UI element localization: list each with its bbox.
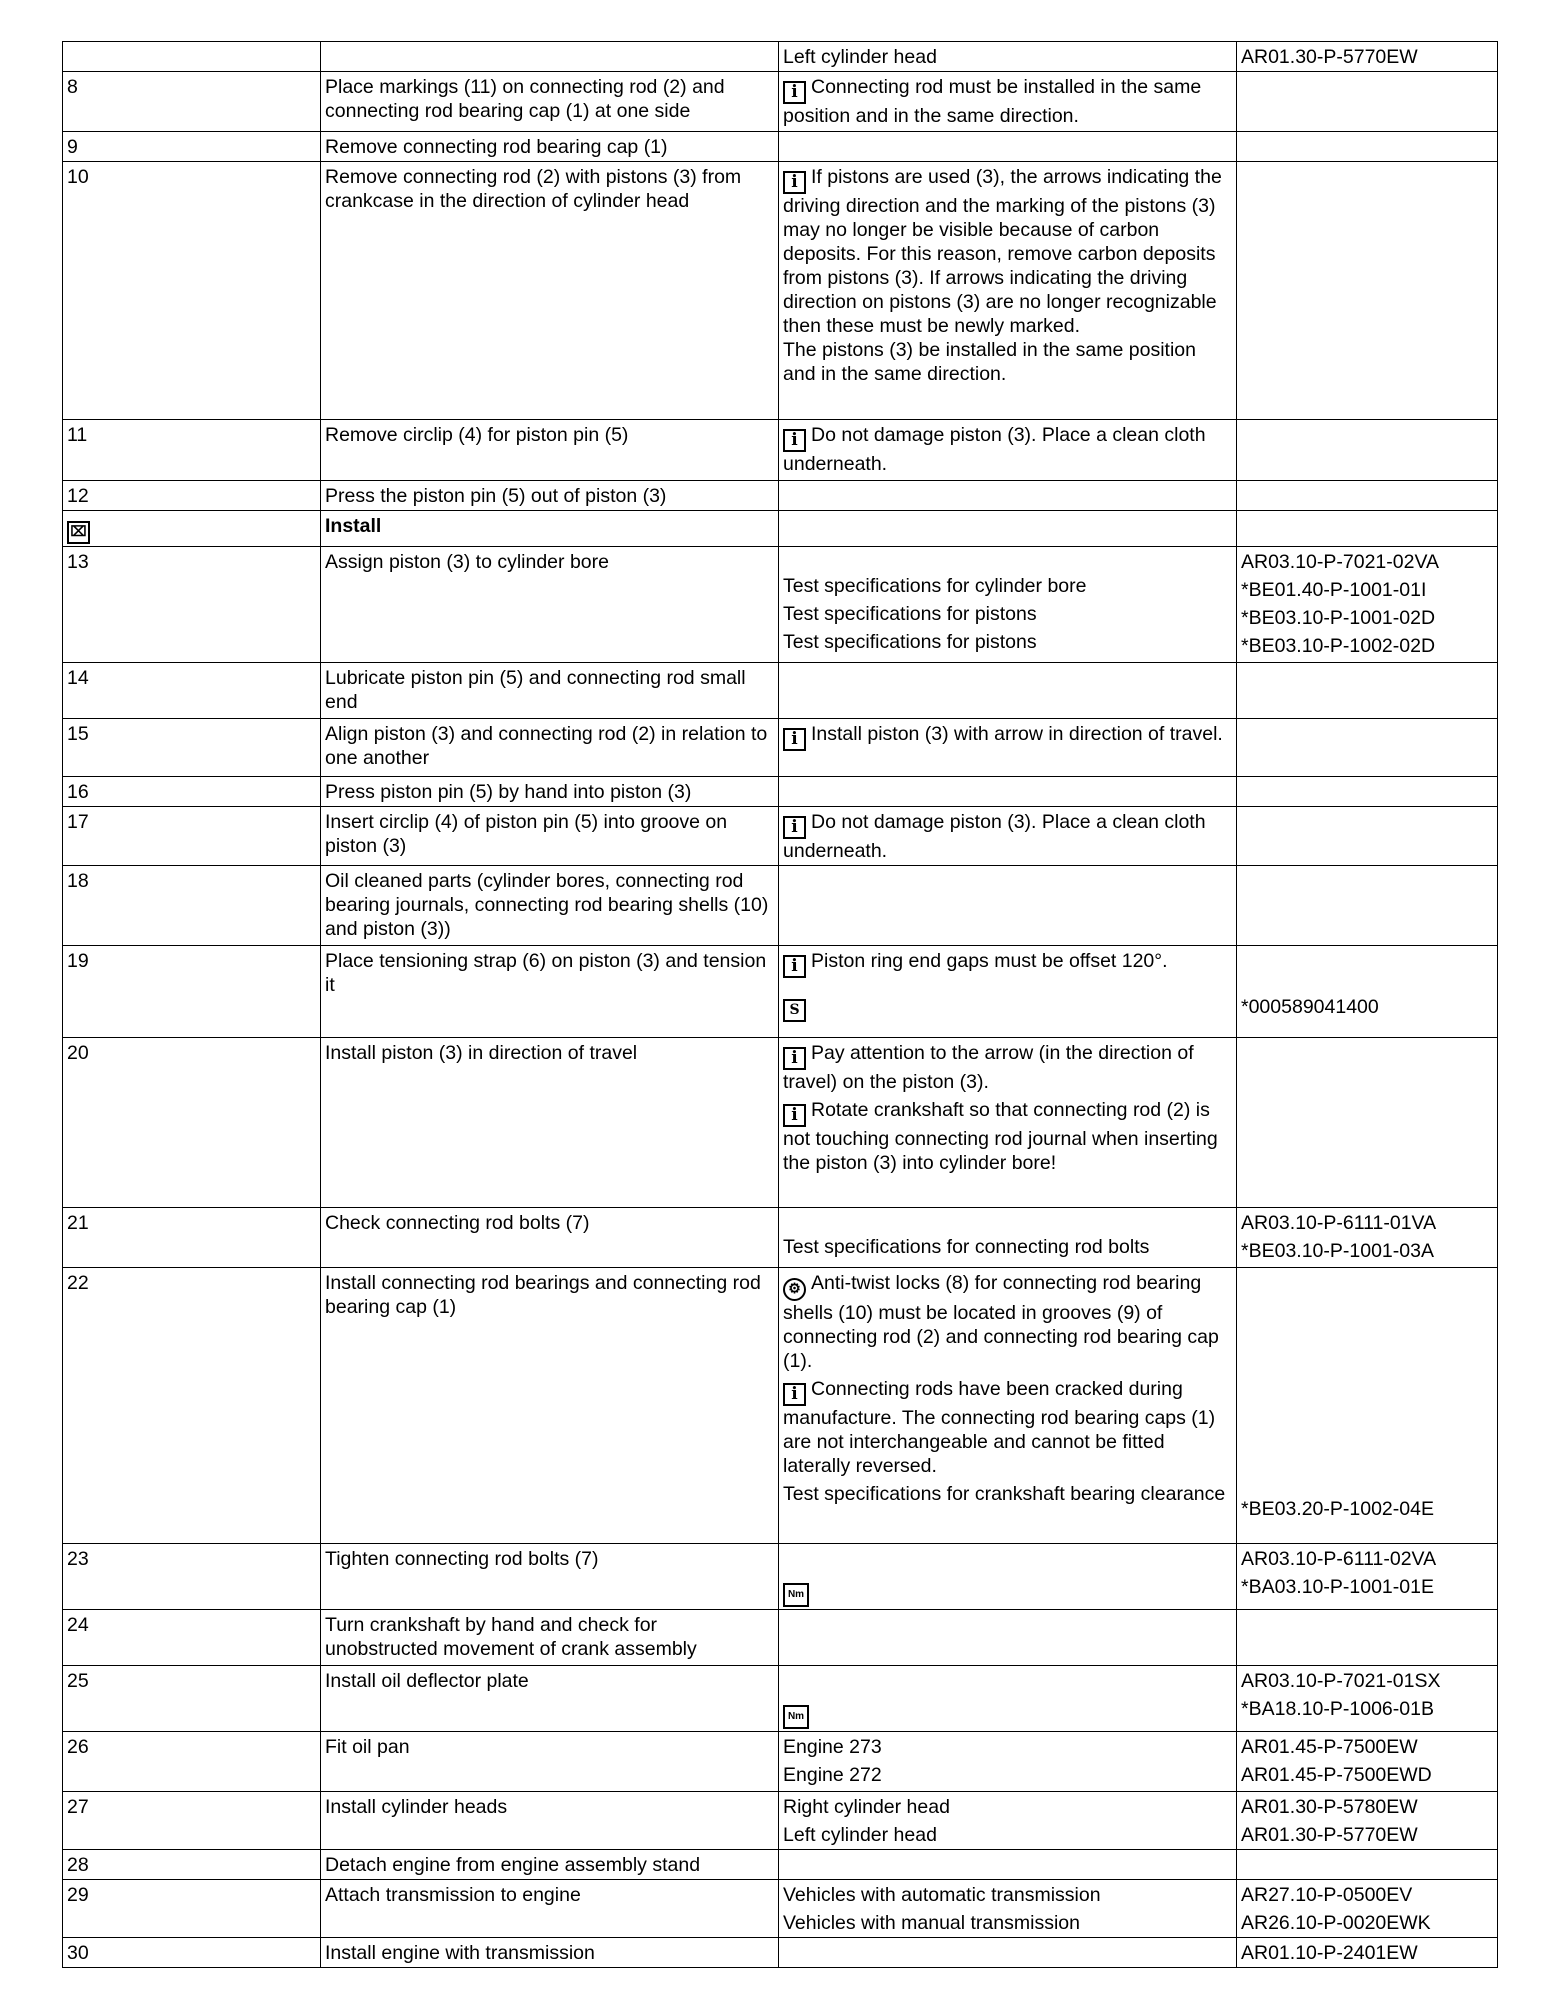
step-cell: 30	[63, 1938, 321, 1968]
table-row	[63, 72, 1498, 132]
notes-cell	[779, 777, 1237, 807]
step-cell	[63, 511, 321, 547]
refs-cell	[1237, 481, 1498, 511]
action-cell: Install connecting rod bearings and connecting rod bearing cap (1)	[321, 1268, 779, 1544]
action-cell: Attach transmission to engine	[321, 1880, 779, 1938]
refs-cell	[1237, 1268, 1498, 1544]
reference-link[interactable]: AR01.10-P-2401EW	[1241, 1942, 1418, 1964]
notes-cell	[779, 663, 1237, 719]
notes-cell	[779, 511, 1237, 547]
notes-cell: Engine 273 Engine 272	[779, 1732, 1237, 1792]
refs-cell	[1237, 807, 1498, 866]
table-row	[63, 1544, 1498, 1610]
info-icon: i	[783, 955, 806, 978]
step-cell: 17	[63, 807, 321, 866]
step-cell: 25	[63, 1666, 321, 1732]
action-cell: Remove circlip (4) for piston pin (5)	[321, 420, 779, 481]
refs-cell	[1237, 1208, 1498, 1268]
step-cell: 26	[63, 1732, 321, 1792]
table-row	[63, 719, 1498, 777]
reference-link[interactable]: *000589041400	[1241, 996, 1379, 1018]
step-cell: 11	[63, 420, 321, 481]
notes-cell: i Do not damage piston (3). Place a clean cloth underneath.	[779, 807, 1237, 866]
refs-cell	[1237, 1544, 1498, 1610]
refs-cell	[1237, 132, 1498, 162]
step-cell: 13	[63, 547, 321, 663]
step-cell: 23	[63, 1544, 321, 1610]
action-cell: Oil cleaned parts (cylinder bores, connecting rod bearing journals, connecting rod bearing shells (10) and piston (3))	[321, 866, 779, 946]
reference-link[interactable]: *BE03.10-P-1001-03A	[1241, 1240, 1434, 1262]
step-cell: 21	[63, 1208, 321, 1268]
reference-link[interactable]: AR01.45-P-7500EWD	[1241, 1764, 1432, 1786]
notes-cell	[779, 1938, 1237, 1968]
notes-cell: Left cylinder head	[779, 42, 1237, 72]
reference-link[interactable]: AR03.10-P-6111-02VA	[1241, 1548, 1437, 1570]
info-icon: i	[783, 816, 806, 839]
table-row	[63, 1850, 1498, 1880]
step-cell: 24	[63, 1610, 321, 1666]
notes-cell: i Piston ring end gaps must be offset 120°. S	[779, 946, 1237, 1038]
refs-cell	[1237, 511, 1498, 547]
section-heading: Install	[321, 511, 779, 547]
table-row	[63, 547, 1498, 663]
table-row	[63, 1880, 1498, 1938]
reference-link[interactable]: AR01.30-P-5770EW	[1241, 46, 1418, 68]
procedure-table	[62, 41, 1498, 1968]
info-icon: i	[783, 1047, 806, 1070]
action-cell: Place markings (11) on connecting rod (2) and connecting rod bearing cap (1) at one side	[321, 72, 779, 132]
info-icon: i	[783, 171, 806, 194]
table-row	[63, 663, 1498, 719]
refs-cell	[1237, 1732, 1498, 1792]
refs-cell	[1237, 42, 1498, 72]
table-row	[63, 1938, 1498, 1968]
info-icon: i	[783, 81, 806, 104]
refs-cell	[1237, 1792, 1498, 1850]
step-cell: 9	[63, 132, 321, 162]
notes-cell: i Connecting rod must be installed in the same position and in the same direction.	[779, 72, 1237, 132]
refs-cell	[1237, 777, 1498, 807]
notes-cell	[779, 1666, 1237, 1732]
info-icon: i	[783, 429, 806, 452]
refs-cell	[1237, 547, 1498, 663]
refs-cell	[1237, 1666, 1498, 1732]
table-row	[63, 162, 1498, 420]
install-icon: ⌧	[67, 521, 90, 544]
action-cell: Install cylinder heads	[321, 1792, 779, 1850]
step-cell: 28	[63, 1850, 321, 1880]
table-row	[63, 132, 1498, 162]
action-cell	[321, 42, 779, 72]
torque-icon: Nm	[783, 1583, 809, 1607]
action-cell: Assign piston (3) to cylinder bore	[321, 547, 779, 663]
refs-cell	[1237, 1850, 1498, 1880]
notes-cell: Test specifications for connecting rod bolts	[779, 1208, 1237, 1268]
notes-cell	[779, 866, 1237, 946]
notes-cell: i Install piston (3) with arrow in direction of travel.	[779, 719, 1237, 777]
refs-cell	[1237, 1880, 1498, 1938]
table-row	[63, 511, 1498, 547]
action-cell: Press the piston pin (5) out of piston (3)	[321, 481, 779, 511]
notes-cell: i If pistons are used (3), the arrows indicating the driving direction and the marking of the pistons (3) may no longer be visible because of carbon deposits. For this reason, remove carbon deposits from pistons (3). If arrows indicating the driving direction on pistons (3) are no longer recognizable then these must be newly marked. The pistons (3) be installed in the same position and in the same direction.	[779, 162, 1237, 420]
step-cell: 20	[63, 1038, 321, 1208]
action-cell: Check connecting rod bolts (7)	[321, 1208, 779, 1268]
notes-cell: Right cylinder head Left cylinder head	[779, 1792, 1237, 1850]
step-cell: 29	[63, 1880, 321, 1938]
action-cell: Fit oil pan	[321, 1732, 779, 1792]
reference-link[interactable]: AR03.10-P-7021-01SX	[1241, 1670, 1441, 1692]
step-cell: 16	[63, 777, 321, 807]
table-row	[63, 481, 1498, 511]
notes-cell: Test specifications for cylinder bore Test specifications for pistons Test specifications for pistons	[779, 547, 1237, 663]
reference-link[interactable]: *BE01.40-P-1001-01I	[1241, 579, 1427, 601]
torque-icon: Nm	[783, 1705, 809, 1729]
refs-cell	[1237, 866, 1498, 946]
table-row	[63, 420, 1498, 481]
special-tool-icon: S	[783, 999, 806, 1022]
step-cell	[63, 42, 321, 72]
notes-cell: i Pay attention to the arrow (in the direction of travel) on the piston (3). i Rotate crankshaft so that connecting rod (2) is not touching connecting rod journal when inserting the piston (3) into cylinder bore!	[779, 1038, 1237, 1208]
notes-cell: i Do not damage piston (3). Place a clean cloth underneath.	[779, 420, 1237, 481]
table-row	[63, 1792, 1498, 1850]
notes-cell	[779, 1610, 1237, 1666]
action-cell: Press piston pin (5) by hand into piston (3)	[321, 777, 779, 807]
table-row	[63, 1666, 1498, 1732]
table-row	[63, 1268, 1498, 1544]
action-cell: Tighten connecting rod bolts (7)	[321, 1544, 779, 1610]
notes-cell: Vehicles with automatic transmission Vehicles with manual transmission	[779, 1880, 1237, 1938]
reference-link[interactable]: AR01.30-P-5770EW	[1241, 1824, 1418, 1846]
refs-cell	[1237, 663, 1498, 719]
reference-link[interactable]: AR01.30-P-5780EW	[1241, 1796, 1418, 1818]
reference-link[interactable]: AR27.10-P-0500EV	[1241, 1884, 1413, 1906]
reference-link[interactable]: *BE03.10-P-1002-02D	[1241, 635, 1436, 657]
step-cell: 18	[63, 866, 321, 946]
reference-link[interactable]: AR26.10-P-0020EWK	[1241, 1912, 1431, 1934]
action-cell: Install engine with transmission	[321, 1938, 779, 1968]
step-cell: 14	[63, 663, 321, 719]
step-cell: 10	[63, 162, 321, 420]
reference-link[interactable]: AR01.45-P-7500EW	[1241, 1736, 1418, 1758]
table-row	[63, 946, 1498, 1038]
refs-cell	[1237, 946, 1498, 1038]
info-icon: i	[783, 1104, 806, 1127]
action-cell: Remove connecting rod (2) with pistons (3) from crankcase in the direction of cylinder head	[321, 162, 779, 420]
refs-cell	[1237, 1938, 1498, 1968]
action-cell: Turn crankshaft by hand and check for unobstructed movement of crank assembly	[321, 1610, 779, 1666]
table-row	[63, 1610, 1498, 1666]
refs-cell	[1237, 719, 1498, 777]
step-cell: 19	[63, 946, 321, 1038]
notes-cell	[779, 1850, 1237, 1880]
caution-icon: ⚙	[783, 1278, 806, 1301]
action-cell: Place tensioning strap (6) on piston (3) and tension it	[321, 946, 779, 1038]
notes-cell	[779, 481, 1237, 511]
notes-cell	[779, 1544, 1237, 1610]
action-cell: Remove connecting rod bearing cap (1)	[321, 132, 779, 162]
action-cell: Lubricate piston pin (5) and connecting rod small end	[321, 663, 779, 719]
refs-cell	[1237, 1610, 1498, 1666]
step-cell: 8	[63, 72, 321, 132]
reference-link[interactable]: *BA18.10-P-1006-01B	[1241, 1698, 1434, 1720]
step-cell: 12	[63, 481, 321, 511]
info-icon: i	[783, 1383, 806, 1406]
table-row	[63, 1732, 1498, 1792]
step-cell: 27	[63, 1792, 321, 1850]
reference-link[interactable]: AR03.10-P-7021-02VA	[1241, 551, 1440, 573]
reference-link[interactable]: *BA03.10-P-1001-01E	[1241, 1576, 1434, 1598]
notes-cell: ⚙ Anti-twist locks (8) for connecting rod bearing shells (10) must be located in grooves (9) of connecting rod (2) and connecting rod bearing cap (1). i Connecting rods have been cracked during manufacture. The connecting rod bearing caps (1) are not interchangeable and cannot be fitted laterally reversed. Test specifications for crankshaft bearing clearance	[779, 1268, 1237, 1544]
table-row	[63, 866, 1498, 946]
step-cell: 15	[63, 719, 321, 777]
action-cell: Detach engine from engine assembly stand	[321, 1850, 779, 1880]
table-row	[63, 1038, 1498, 1208]
table-row	[63, 807, 1498, 866]
info-icon: i	[783, 728, 806, 751]
step-cell: 22	[63, 1268, 321, 1544]
action-cell: Install piston (3) in direction of travel	[321, 1038, 779, 1208]
reference-link[interactable]: AR03.10-P-6111-01VA	[1241, 1212, 1437, 1234]
action-cell: Align piston (3) and connecting rod (2) in relation to one another	[321, 719, 779, 777]
refs-cell	[1237, 162, 1498, 420]
notes-cell	[779, 132, 1237, 162]
action-cell: Install oil deflector plate	[321, 1666, 779, 1732]
table-row	[63, 42, 1498, 72]
table-row	[63, 1208, 1498, 1268]
table-row	[63, 777, 1498, 807]
refs-cell	[1237, 72, 1498, 132]
reference-link[interactable]: *BE03.20-P-1002-04E	[1241, 1498, 1434, 1520]
refs-cell	[1237, 420, 1498, 481]
refs-cell	[1237, 1038, 1498, 1208]
action-cell: Insert circlip (4) of piston pin (5) into groove on piston (3)	[321, 807, 779, 866]
reference-link[interactable]: *BE03.10-P-1001-02D	[1241, 607, 1436, 629]
